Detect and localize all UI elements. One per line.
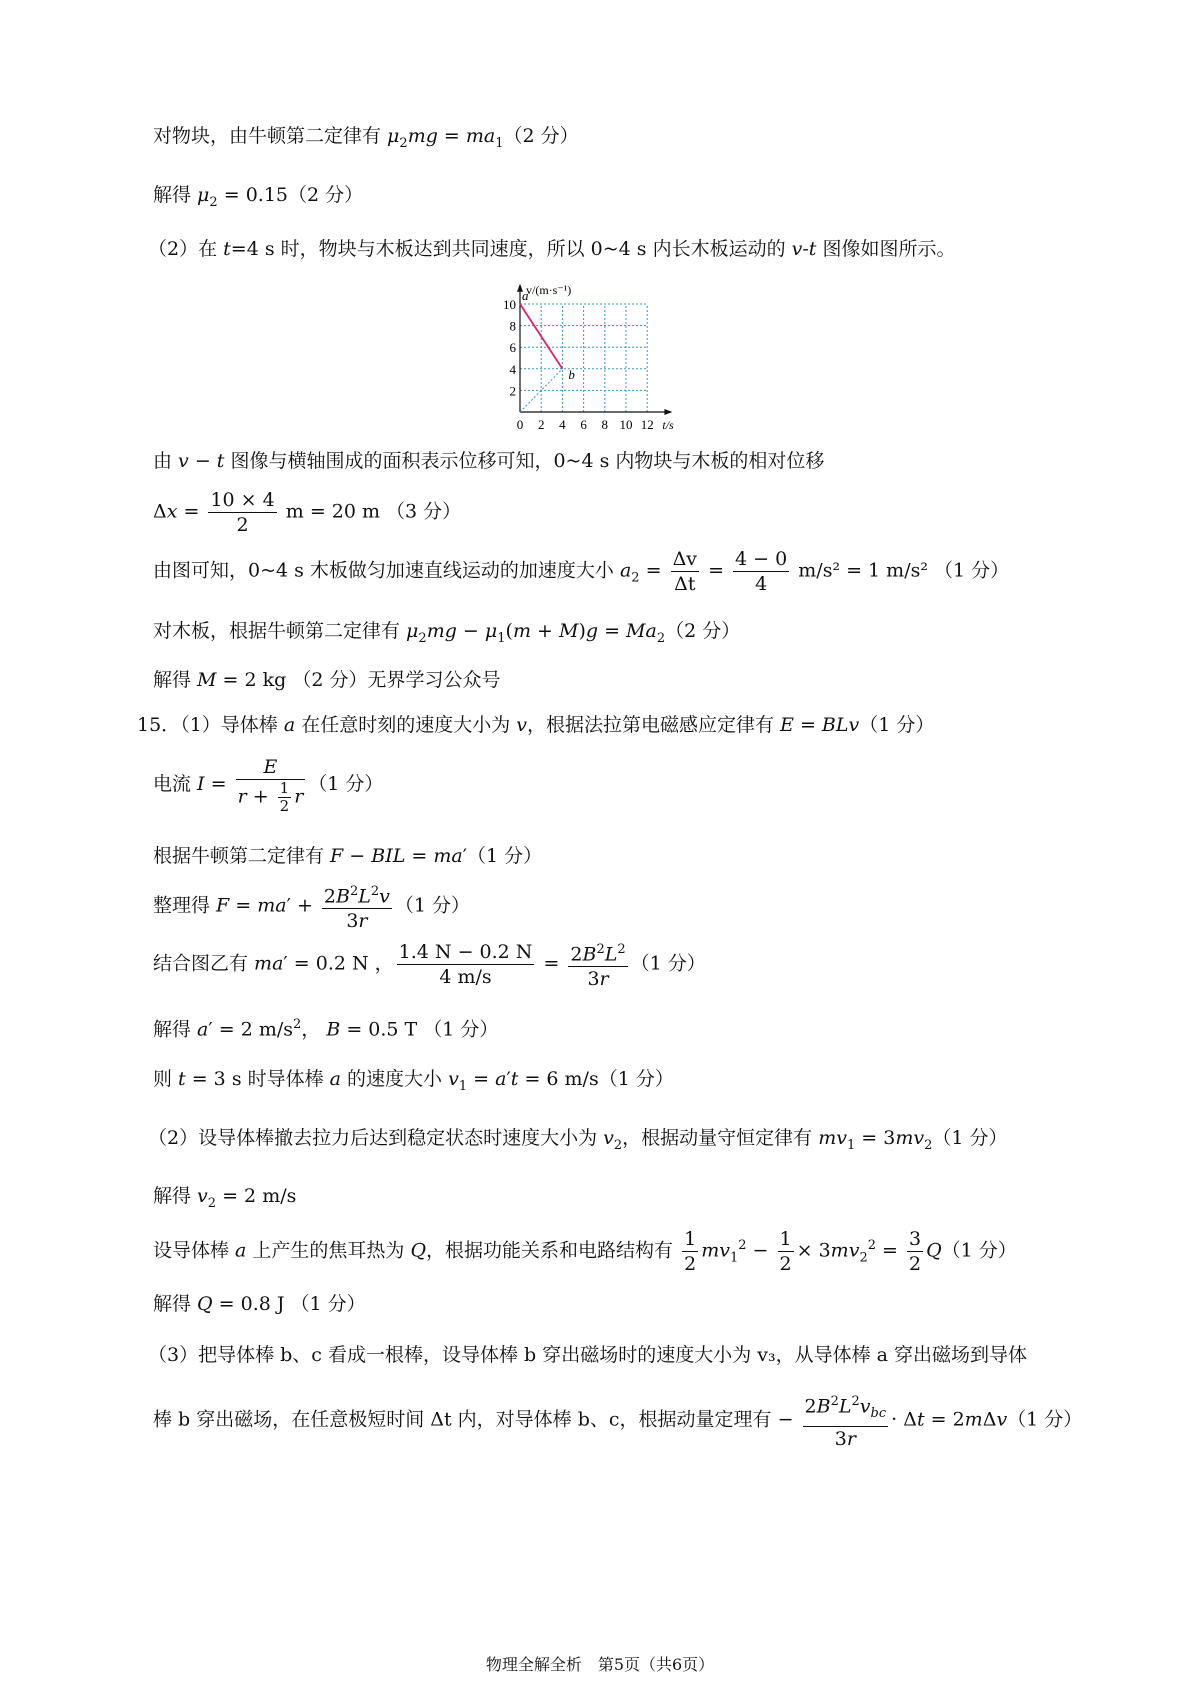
y-tick-label: 8 — [509, 318, 516, 334]
text: = 0.2 N ， — [287, 952, 394, 975]
text: 解得 — [153, 184, 198, 206]
line-area-displacement: 由 v − t 图像与横轴围成的面积表示位移可知，0~4 s 内物块与木板的相对位移 — [153, 450, 825, 472]
fraction: $\frac{1}{2}$ — [684, 1228, 697, 1275]
line-momentum-theorem: 棒 b 穿出磁场，在任意极短时间 Δt 内，对导体棒 b、c，根据动量定理有 − $\frac{2B^2L^2v_{bc}}{3r}$ · Δt = 2mΔv（1 分） — [153, 1390, 1082, 1451]
text: 的速度大小 — [341, 1068, 449, 1090]
text: 解得 — [153, 669, 198, 691]
x-tick-label: 8 — [601, 417, 609, 432]
text: 图像如图所示。 — [816, 238, 956, 260]
text: （2）在 — [148, 238, 224, 260]
y-tick-label: 2 — [509, 383, 516, 399]
text: 解得 — [153, 1018, 198, 1041]
text: 时导体棒 — [241, 1068, 330, 1090]
fraction: $\frac{4 - 0}{4}$ — [735, 548, 788, 595]
text: 则 — [153, 1068, 179, 1090]
score: （1 分） — [1007, 1408, 1083, 1431]
text: 由 — [153, 450, 179, 472]
line-graph-b: 结合图乙有 ma′ = 0.2 N ， $\frac{1.4 N - 0.2 N}{4 m/s}$ = $\frac{2B^2L^2}{3r}$ （1 分） — [153, 938, 706, 991]
line-v1: 则 t = 3 s 时导体棒 a 的速度大小 $v_1 = a't = 6$ m/s（1 分） — [153, 1068, 674, 1094]
x-tick-label: 2 — [537, 417, 545, 432]
text: 对木板，根据牛顿第二定律有 — [153, 620, 407, 642]
score: （1 分） — [308, 773, 384, 795]
score: （1 分） — [467, 845, 543, 867]
page-footer: 物理全解全析 第5页（共6页） — [485, 1655, 715, 1674]
text: ，根据功能关系和电路结构有 — [426, 1239, 680, 1262]
line-delta-x: Δx = $\frac{10 \times 4}{2}$ m = 20 m （3 分） — [153, 489, 462, 536]
fraction: E r + $\frac{1}{2}$ r — [237, 756, 304, 815]
line-solve-Q: 解得 Q = 0.8 J （1 分） — [153, 1293, 366, 1315]
line-newton-rod: 根据牛顿第二定律有 F − BIL = ma′（1 分） — [153, 845, 543, 867]
text: m = 20 m （3 分） — [279, 500, 462, 523]
score: （2 分） — [503, 125, 579, 147]
text: ，根据动量守恒定律有 — [622, 1127, 819, 1149]
x-axis-label: t/s — [662, 418, 674, 432]
y-tick-label: 6 — [509, 340, 516, 356]
x-tick-label: 10 — [619, 417, 633, 432]
text: （1）导体棒 — [180, 714, 284, 736]
vt-chart — [503, 282, 674, 435]
text: （2）设导体棒撤去拉力后达到稳定状态时速度大小为 — [148, 1127, 604, 1149]
line-solve-M: 解得 M = 2 kg （2 分）无界学习公众号 — [153, 669, 501, 691]
text: 棒 b 穿出磁场，在任意极短时间 Δt 内，对导体棒 b、c，根据动量定理有 — [153, 1408, 778, 1431]
point-label-b: b — [568, 366, 575, 382]
chart-labels — [503, 283, 674, 432]
line-newton-block: 对物块，由牛顿第二定律有 $\mu_2mg = ma_1(2$ 分） — [153, 125, 579, 151]
line-solve-v2: 解得 $v_2 = 2$ m/s — [153, 1185, 297, 1211]
chart-grid — [520, 304, 647, 412]
value: = 0.15 — [223, 184, 288, 206]
fraction: $\frac{2B^2L^2v}{3r}$ — [322, 880, 392, 933]
line-solve-mu2: 解得 $\mu_2 = 0.15(2$ 分） — [153, 184, 364, 210]
line-newton-board: 对木板，根据牛顿第二定律有 $\mu_2mg - \mu_1(m + M)g = Ma_2(2$ 分） — [153, 620, 741, 646]
line-solve-a-B: 解得 a′ = 2 $m/s^2$， B = 0.5 T （1 分） — [153, 1017, 499, 1041]
text: =4 s 时，物块与木板达到共同速度，所以 0~4 s 内长木板运动的 — [230, 238, 792, 260]
chart-axes — [517, 284, 672, 415]
line-joule-heat: 设导体棒 a 上产生的焦耳热为 Q，根据功能关系和电路结构有 $\frac{1}{2}$ $mv_1^2$ − $\frac{1}{2}$ × $3mv_2^2$ = $\frac{3}{2}$ Q（1 分） — [153, 1228, 1017, 1275]
point-label-a: a — [522, 288, 529, 303]
text: 设导体棒 — [153, 1239, 236, 1262]
fraction: $\frac{3}{2}$ — [909, 1228, 922, 1275]
text: 解得 — [153, 1293, 198, 1315]
text: 图像与横轴围成的面积表示位移可知，0~4 s 内物块与木板的相对位移 — [224, 450, 825, 472]
score: （1 分） — [859, 714, 935, 736]
score: （1 分） — [932, 1127, 1008, 1149]
text: 上产生的焦耳热为 — [246, 1239, 411, 1262]
score: （1 分） — [941, 1239, 1017, 1262]
x-tick-label: 12 — [640, 417, 654, 432]
score: （1 分） — [423, 1018, 499, 1041]
score: （1 分） — [598, 1068, 674, 1090]
text: 电流 — [153, 773, 198, 795]
line-accel-a2: 由图可知，0~4 s 木板做匀加速直线运动的加速度大小 $a_2$ = $\frac{\Delta v}{\Delta t}$ = $\frac{4 - 0}{4}$ m/s² = 1 m/s² （1 分） — [153, 548, 1010, 595]
line-rearrange-F: 整理得 F = ma′ + $\frac{2B^2L^2v}{3r}$ （1 分） — [153, 880, 470, 933]
line-part2-intro: （2）在 t=4 s 时，物块与木板达到共同速度，所以 0~4 s 内长木板运动的 v-t 图像如图所示。 — [148, 238, 956, 260]
fraction: $\frac{\Delta v}{\Delta t}$ — [672, 548, 698, 595]
score: （1 分） — [290, 1293, 366, 1315]
x-tick-label: 4 — [559, 417, 566, 432]
score: （2 分） — [665, 620, 741, 642]
y-tick-label: 4 — [509, 361, 516, 377]
text: 由图可知，0~4 s 木板做匀加速直线运动的加速度大小 — [153, 559, 620, 582]
text: 整理得 — [153, 894, 217, 917]
text: ，根据法拉第电磁感应定律有 — [526, 714, 781, 736]
score: （1 分） — [394, 894, 471, 917]
text: 结合图乙有 — [153, 952, 255, 975]
fraction: $\frac{2B^2L^2}{3r}$ — [568, 938, 627, 991]
line-part2-momentum: （2）设导体棒撤去拉力后达到稳定状态时速度大小为 $v_2$，根据动量守恒定律有 $mv_1 = 3mv_2(1$ 分） — [148, 1127, 1008, 1153]
x-tick-label: 0 — [516, 417, 524, 432]
question-number: 15． — [137, 714, 181, 736]
line-current: 电流 I = E r + $\frac{1}{2}$ r （1 分） — [153, 756, 384, 815]
text: = 2 kg （2 分）无界学习公众号 — [216, 669, 501, 691]
x-tick-label: 6 — [580, 417, 587, 432]
score: （2 分） — [288, 184, 364, 206]
text: （3）把导体棒 b、c 看成一根棒，设导体棒 b 穿出磁场时的速度大小为 v₃，从导体棒 a 穿出磁场到导体 — [148, 1344, 1028, 1366]
text: 解得 — [153, 1185, 198, 1207]
score: （1 分） — [630, 952, 706, 975]
fraction: $\frac{1}{2}$ — [779, 1228, 792, 1275]
y-axis-label: v/(m·s⁻¹) — [526, 282, 572, 297]
text: 在任意时刻的速度大小为 — [295, 714, 517, 736]
line-q15-part1: 15．（1）导体棒 a 在任意时刻的速度大小为 v，根据法拉第电磁感应定律有 E = BLv（1 分） — [137, 714, 935, 736]
fraction: $\frac{10 \times 4}{2}$ — [210, 489, 275, 536]
text: 对物块，由牛顿第二定律有 — [153, 125, 388, 147]
line-part3-intro — [148, 1342, 1027, 1368]
text: m/s² = 1 m/s² （1 分） — [792, 559, 1010, 582]
x-axis-arrow — [664, 409, 672, 415]
text: 根据牛顿第二定律有 — [153, 845, 331, 867]
fraction: $\frac{2B^2L^2v_{bc}}{3r}$ — [803, 1390, 889, 1451]
y-tick-label: 10 — [503, 297, 516, 312]
fraction: $\frac{1.4 N - 0.2 N}{4 m/s}$ — [398, 941, 533, 989]
